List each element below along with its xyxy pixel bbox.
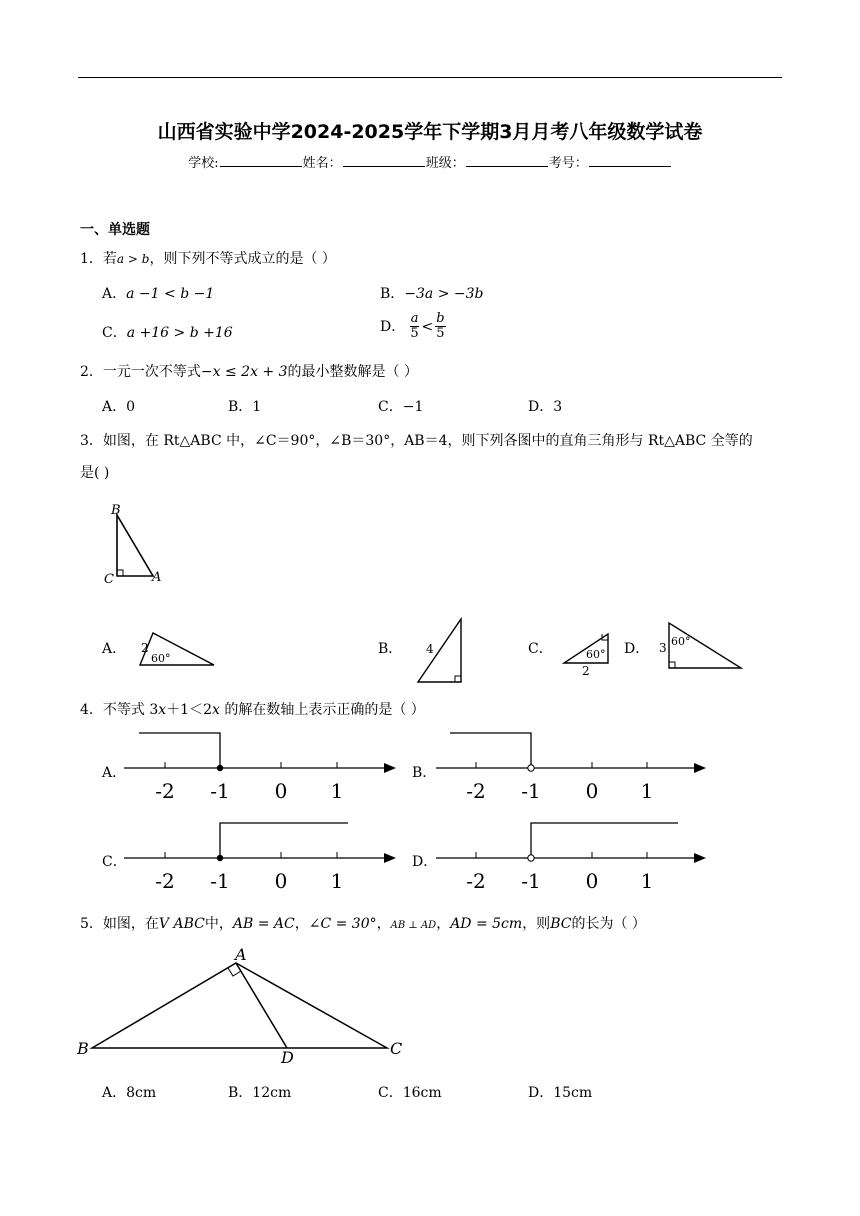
q5-stem-d: ， [376, 916, 391, 932]
q4-option-b[interactable]: B． [412, 765, 437, 781]
q5-stem-c: ， [294, 916, 309, 932]
q4-b-tick-0: 0 [585, 779, 599, 803]
q4-d-tick-0: 0 [585, 869, 599, 893]
q5-stem-m5: BC [550, 916, 572, 932]
q2-stem-suffix: 的最小整数解是（ ） [287, 364, 418, 380]
q1-d-den-b: 5 [436, 326, 445, 342]
q3-ref-label-a: A [152, 570, 162, 585]
q5-stem-a: 5．如图，在 [80, 916, 159, 932]
q4-d-tick-1: 1 [640, 869, 654, 893]
q5-label-a: A [235, 945, 247, 964]
q2-option-d[interactable]: D．3 [528, 399, 563, 415]
q5-stem-triangle: V ABC [158, 916, 205, 932]
q4-stem-c: 的解在数轴上表示正确的是（ ） [219, 702, 425, 718]
q1-d-label: D． [380, 318, 406, 335]
section-heading: 一、单选题 [80, 222, 150, 238]
q3-d-side: 3 [659, 641, 667, 655]
q5-stem-m3: AB ⊥ AD [390, 920, 437, 931]
q4-b-tick-neg1: -1 [521, 779, 541, 803]
q3-ref-label-c: C [104, 572, 114, 587]
q3-c-side: 2 [582, 664, 590, 678]
q4-d-tick-neg1: -1 [521, 869, 541, 893]
q3-option-c[interactable]: C． [528, 641, 553, 657]
q4-c-tick-0: 0 [274, 869, 288, 893]
q4-stem-x1: x [158, 702, 167, 718]
q1-d-den-a: 5 [410, 326, 419, 342]
q4-c-tick-neg1: -1 [210, 869, 230, 893]
q4-stem-x2: x [212, 702, 220, 718]
q1-stem-math: a > b [116, 252, 150, 266]
q1-d-lt: < [421, 318, 434, 335]
name-label: 姓名： [302, 156, 342, 171]
q4-d-tick-neg2: -2 [466, 869, 486, 893]
q5-stem-b: 中， [204, 916, 233, 932]
q5-option-c[interactable]: C．16cm [378, 1085, 442, 1101]
school-label: 学校: [188, 156, 219, 171]
q1-a-math: a −1 < b −1 [126, 286, 215, 302]
q2-option-a[interactable]: A．0 [102, 399, 136, 415]
page-title: 山西省实验中学2024-2025学年下学期3月月考八年级数学试卷 [157, 121, 703, 143]
q1-stem-suffix: ，则下列不等式成立的是（ ） [149, 251, 336, 267]
q1-b-label: B． [380, 286, 405, 302]
q4-b-tick-1: 1 [640, 779, 654, 803]
q3-a-angle: 60° [151, 652, 171, 665]
q4-stem-a: 4．不等式 3 [80, 702, 159, 718]
q3-c-angle: 60° [586, 648, 606, 661]
exam-number-label: 考号： [548, 156, 588, 171]
q4-a-tick-0: 0 [274, 779, 288, 803]
q3-option-b[interactable]: B． [378, 641, 403, 657]
q2-option-c[interactable]: C．−1 [378, 399, 424, 415]
q5-option-d[interactable]: D．15cm [528, 1085, 593, 1101]
q4-a-tick-neg2: -2 [155, 779, 175, 803]
q5-stem-m4: AD = 5cm [450, 916, 523, 932]
q3-stem-line1: 3．如图，在 Rt△ABC 中，∠C＝90°，∠B＝30°，AB＝4，则下列各图中的直角三角形与 Rt△ABC 全等的 [80, 433, 753, 449]
q5-stem-f: ，则 [522, 916, 551, 932]
q5-stem-m1: AB = AC [232, 916, 295, 932]
q5-option-b[interactable]: B．12cm [228, 1085, 292, 1101]
q2-option-b[interactable]: B．1 [228, 399, 262, 415]
q5-label-d: D [281, 1048, 294, 1067]
q2-stem-prefix: 2．一元一次不等式 [80, 364, 201, 380]
q1-stem-prefix: 1．若 [80, 251, 117, 267]
q5-stem-g: 的长为（ ） [571, 916, 646, 932]
q4-c-tick-1: 1 [330, 869, 344, 893]
q1-c-label: C． [102, 325, 127, 341]
q4-option-a[interactable]: A． [102, 765, 127, 781]
q3-b-side: 4 [426, 642, 434, 656]
q5-stem-e: ， [436, 916, 451, 932]
q5-label-c: C [390, 1039, 403, 1058]
q5-option-a[interactable]: A．8cm [102, 1085, 157, 1101]
q1-c-math: a +16 > b +16 [126, 325, 233, 341]
q3-stem-line2: 是( ) [80, 465, 110, 481]
q4-a-tick-1: 1 [330, 779, 344, 803]
q3-ref-label-b: B [111, 503, 121, 518]
q2-stem-math: −x ≤ 2x + 3 [200, 364, 288, 380]
q3-option-a[interactable]: A． [102, 641, 127, 657]
class-label: 班级： [425, 156, 465, 171]
q4-a-tick-neg1: -1 [210, 779, 230, 803]
q3-d-angle: 60° [671, 635, 691, 648]
q3-option-d[interactable]: D． [624, 641, 650, 657]
q4-option-c[interactable]: C． [102, 854, 127, 870]
q4-c-tick-neg2: -2 [155, 869, 175, 893]
q3-a-side: 2 [141, 641, 149, 655]
q4-option-d[interactable]: D． [412, 854, 438, 870]
q1-d-num-a: a [410, 311, 419, 326]
q1-d-num-b: b [436, 311, 445, 326]
q5-stem-m2: ∠C = 30° [308, 916, 377, 932]
q4-b-tick-neg2: -2 [466, 779, 486, 803]
q1-a-label: A． [102, 286, 127, 302]
q5-label-b: B [77, 1039, 89, 1058]
q4-stem-b: ＋1＜2 [166, 702, 212, 718]
q1-b-math: −3a > −3b [404, 286, 484, 302]
